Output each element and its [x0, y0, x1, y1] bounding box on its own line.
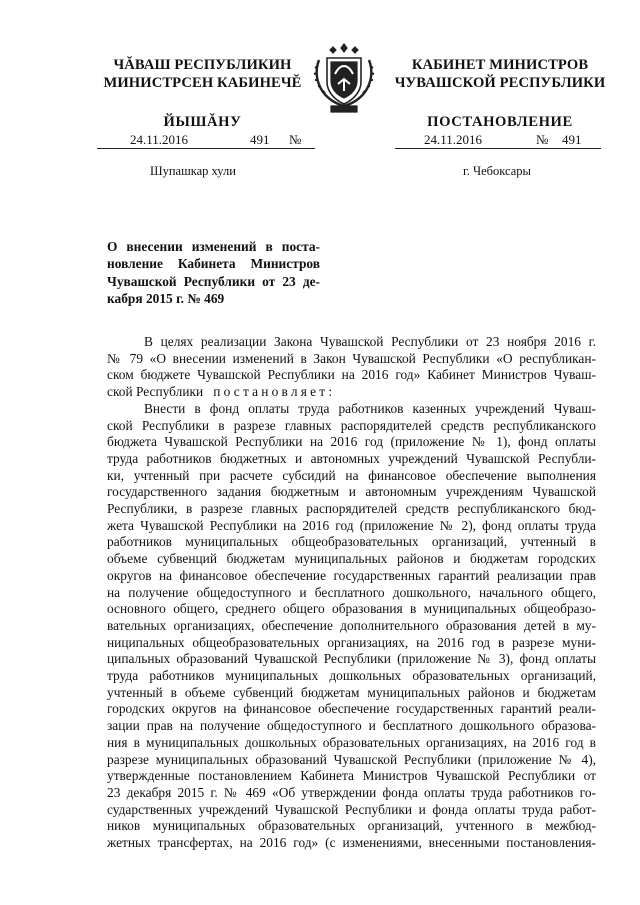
text-line: ниципальных общеобразовательных организациях, на 2016 год в разрезе муни- [107, 634, 596, 650]
place-russian: г. Чебоксары [463, 164, 531, 178]
text-line: бюджета Чувашской Республики на 2016 год (приложение № 1), фонд оплаты [107, 434, 596, 450]
subject-line: Чувашской Республики от 23 де- [107, 273, 320, 289]
text-line: жетных трансфертах, на 2016 год» (с изменениями, внесенными постановления- [107, 835, 596, 851]
text-line [107, 384, 596, 401]
number-left: 491 [250, 132, 270, 147]
text-line: на получение общедоступного и бесплатного дошкольного, начального общего, [107, 584, 596, 600]
meta-right-underline [395, 148, 601, 149]
text-line: № 79 «О внесении изменений в Закон Чувашской Республики «О республикан- [107, 350, 596, 366]
text-line: объеме субвенций бюджетам муниципальных районов и бюджетам городских [107, 551, 596, 567]
header-left [95, 56, 310, 131]
text-line: ской Республики в разрезе главных распорядителей средств республиканского [107, 417, 596, 433]
paragraph-preamble [107, 334, 596, 401]
number-sign-right: № [536, 132, 549, 147]
text-line: Республики, в разрезе главных распорядителей средств республиканского бюд- [107, 501, 596, 517]
document-body [107, 334, 596, 852]
text-line: труда работников бюджетных и автономных учреждений Чувашской Республи- [107, 450, 596, 466]
text-line: 23 декабря 2015 г. № 469 «Об утверждении фонда оплаты труда работников го- [107, 784, 596, 800]
text-fragment: ской Республики [107, 384, 204, 400]
text-line: работников муниципальных общеобразовательных организаций, учтенный в [107, 534, 596, 550]
header-right [385, 56, 615, 131]
text-line: округов на финансовое обеспечение государственных гарантий реализации прав [107, 567, 596, 583]
subject-line: кабря 2015 г. № 469 [107, 291, 225, 307]
doc-type-russian: ПОСТАНОВЛЕНИЕ [427, 114, 573, 130]
text-line: ния в муниципальных дошкольных образовательных организациях, на 2016 год в [107, 734, 596, 750]
text-line: основного общего, среднего общего образования в муниципальных общеобразо- [107, 601, 596, 617]
text-line: Внести в фонд оплаты труда работников казенных учреждений Чуваш- [144, 400, 596, 416]
subject-line: О внесении изменений в поста- [107, 239, 320, 254]
text-line: утвержденные постановлением Кабинета Министров Чувашской Республики от [107, 768, 596, 784]
coat-of-arms-icon [309, 38, 379, 116]
resolve-word: постановляет: [213, 384, 336, 400]
text-line: ников муниципальных образовательных организаций, учтенного в межбюд- [107, 818, 596, 834]
text-line: ском бюджете Чувашской Республики на 2016 год» Кабинет Министров Чуваш- [107, 367, 596, 383]
doc-type-chuvash: ЙЫШĂНУ [163, 114, 242, 130]
date-right: 24.11.2016 [424, 132, 483, 147]
number-right: 491 [562, 132, 582, 147]
meta-left-underline [97, 148, 315, 149]
place-chuvash: Шупашкар хули [150, 164, 236, 178]
text-line: учтенный в объеме субвенций бюджетам муниципальных районов и бюджетам [107, 684, 596, 700]
text-line: ки, учтенный при расчете субсидий на финансовое обеспечение выполнения [107, 467, 596, 483]
org-name-chuvash-line-2: МИНИСТРСЕН КАБИНЕЧĔ [103, 75, 302, 91]
subject-line: новление Кабинета Министров [107, 256, 320, 272]
text-line: сударственных учреждений Чувашской Республики и фонда оплаты труда работ- [107, 801, 596, 817]
org-name-chuvash-line-1: ЧĂВАШ РЕСПУБЛИКИН [113, 57, 292, 73]
text-line: труда работников муниципальных дошкольных образовательных организаций, [107, 668, 596, 684]
document-subject [107, 238, 320, 308]
number-sign-left: № [289, 132, 302, 147]
text-line: жета Чувашской Республики на 2016 год (приложение № 2), фонд оплаты труда [107, 517, 596, 533]
text-line: разрезе муниципальных образований Чувашской Республики (приложение № 4), [107, 751, 596, 767]
text-line: городских округов на финансовое обеспечение государственных гарантий реали- [107, 701, 596, 717]
text-line: В целях реализации Закона Чувашской Республики от 23 ноября 2016 г. [144, 334, 596, 349]
text-line: зации прав на получение общедоступного и бесплатного дошкольного образова- [107, 718, 596, 734]
text-line: вательных организациях, обеспечение дополнительного образования детей в му- [107, 617, 596, 633]
text-line: государственного задания бюджетным и автономным учреждениям Чувашской [107, 484, 596, 500]
date-left: 24.11.2016 [130, 132, 189, 147]
paragraph-main [107, 401, 596, 852]
org-name-russian-line-2: ЧУВАШСКОЙ РЕСПУБЛИКИ [394, 75, 606, 91]
text-line: ципальных образований Чувашской Республики (приложение № 3), фонд оплаты [107, 651, 596, 667]
org-name-russian-line-1: КАБИНЕТ МИНИСТРОВ [411, 57, 589, 73]
